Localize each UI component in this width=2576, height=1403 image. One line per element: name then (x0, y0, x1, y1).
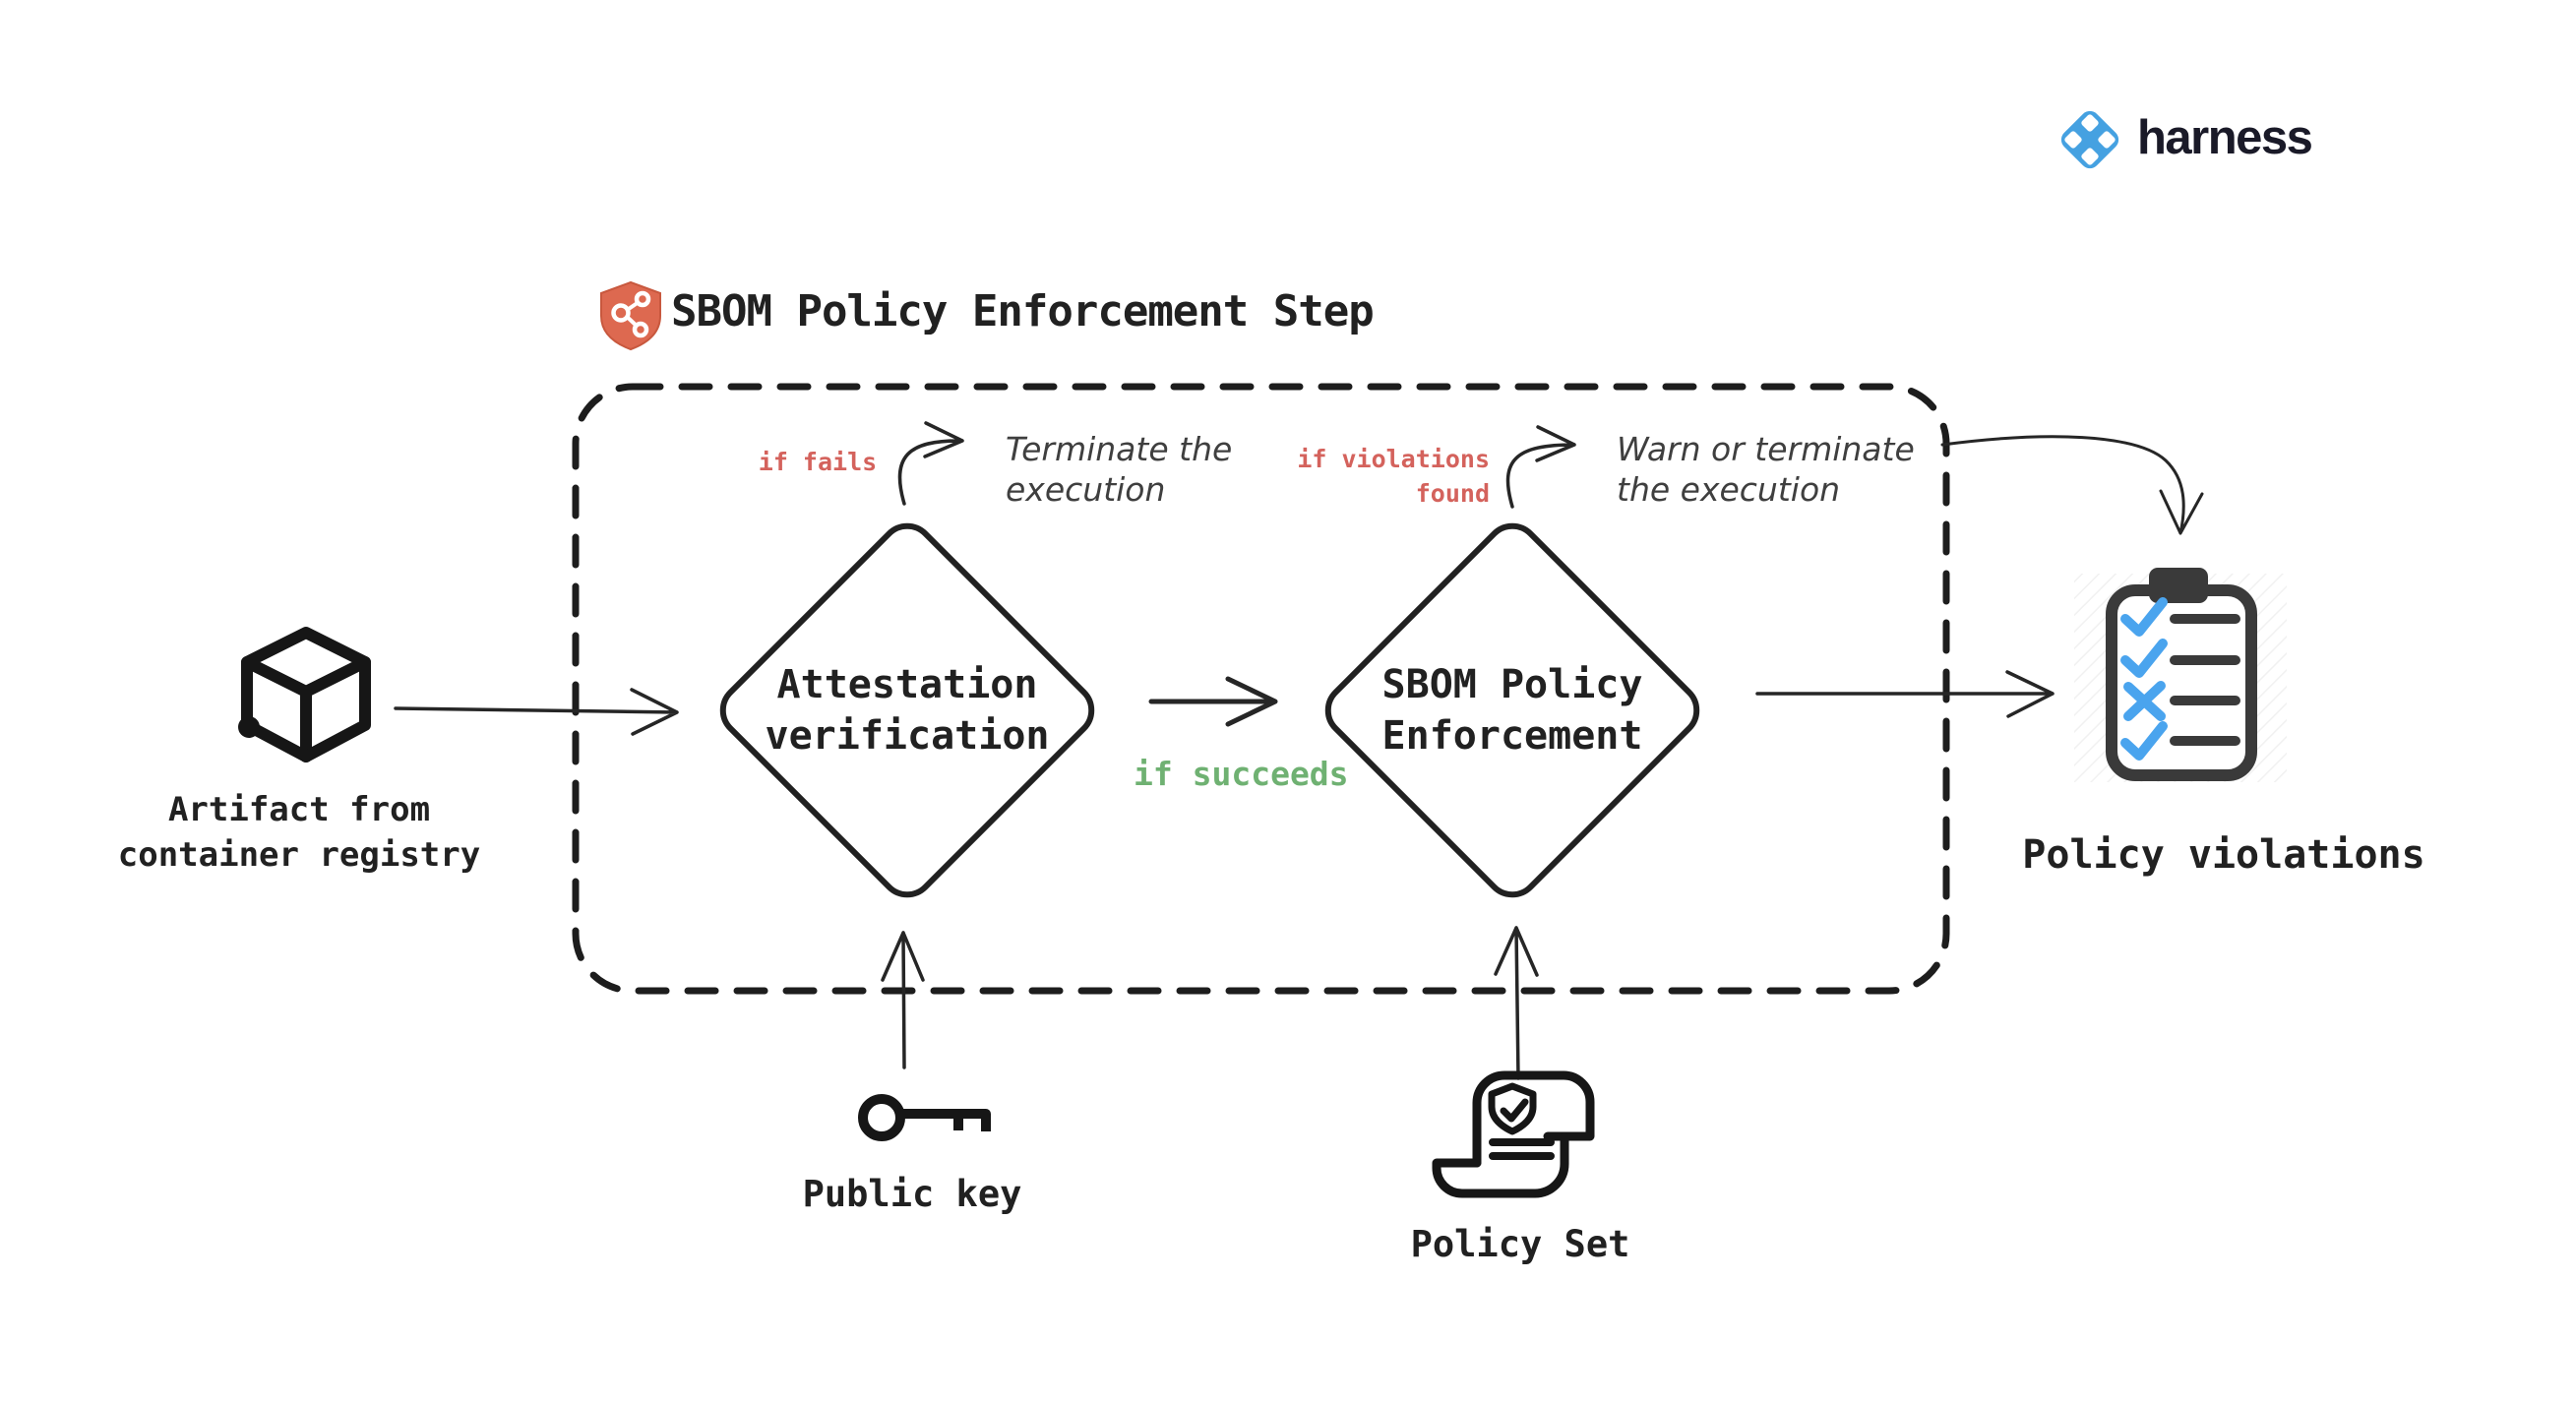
warn-to-violations-arrow (1942, 437, 2202, 533)
if-violations-found-label: if violations found (1297, 445, 1490, 508)
policy-violations-clipboard-icon (2074, 568, 2287, 782)
harness-logo-text: harness (2137, 111, 2312, 164)
attestation-verification-label: Attestation verification (765, 662, 1050, 759)
public-key-label: Public key (802, 1173, 1022, 1215)
if-fails-arrow (899, 423, 962, 504)
attestation-to-enforcement-arrow (1151, 679, 1275, 724)
terminate-execution-note: Terminate the execution (1006, 430, 1233, 510)
if-succeeds-label: if succeeds (1134, 755, 1349, 793)
page-title: SBOM Policy Enforcement Step (671, 286, 1374, 336)
publickey-to-attestation-arrow (883, 933, 923, 1068)
if-violations-arrow (1507, 427, 1574, 507)
public-key-icon (863, 1099, 986, 1136)
artifact-label: Artifact from container registry (117, 790, 481, 875)
harness-logo-icon (2057, 107, 2122, 172)
policyset-to-enforcement-arrow (1496, 928, 1537, 1078)
enforcement-to-violations-arrow (1757, 672, 2053, 716)
if-fails-label: if fails (758, 448, 878, 476)
artifact-cube-icon (238, 633, 365, 757)
warn-or-terminate-note: Warn or terminate the execution (1617, 430, 1915, 510)
sbom-shield-icon (601, 282, 660, 349)
sbom-policy-enforcement-label: SBOM Policy Enforcement (1381, 662, 1643, 759)
policy-set-scroll-icon (1437, 1075, 1590, 1193)
policy-violations-label: Policy violations (2022, 832, 2425, 878)
policy-set-label: Policy Set (1410, 1223, 1630, 1265)
artifact-to-attestation-arrow (396, 690, 677, 734)
